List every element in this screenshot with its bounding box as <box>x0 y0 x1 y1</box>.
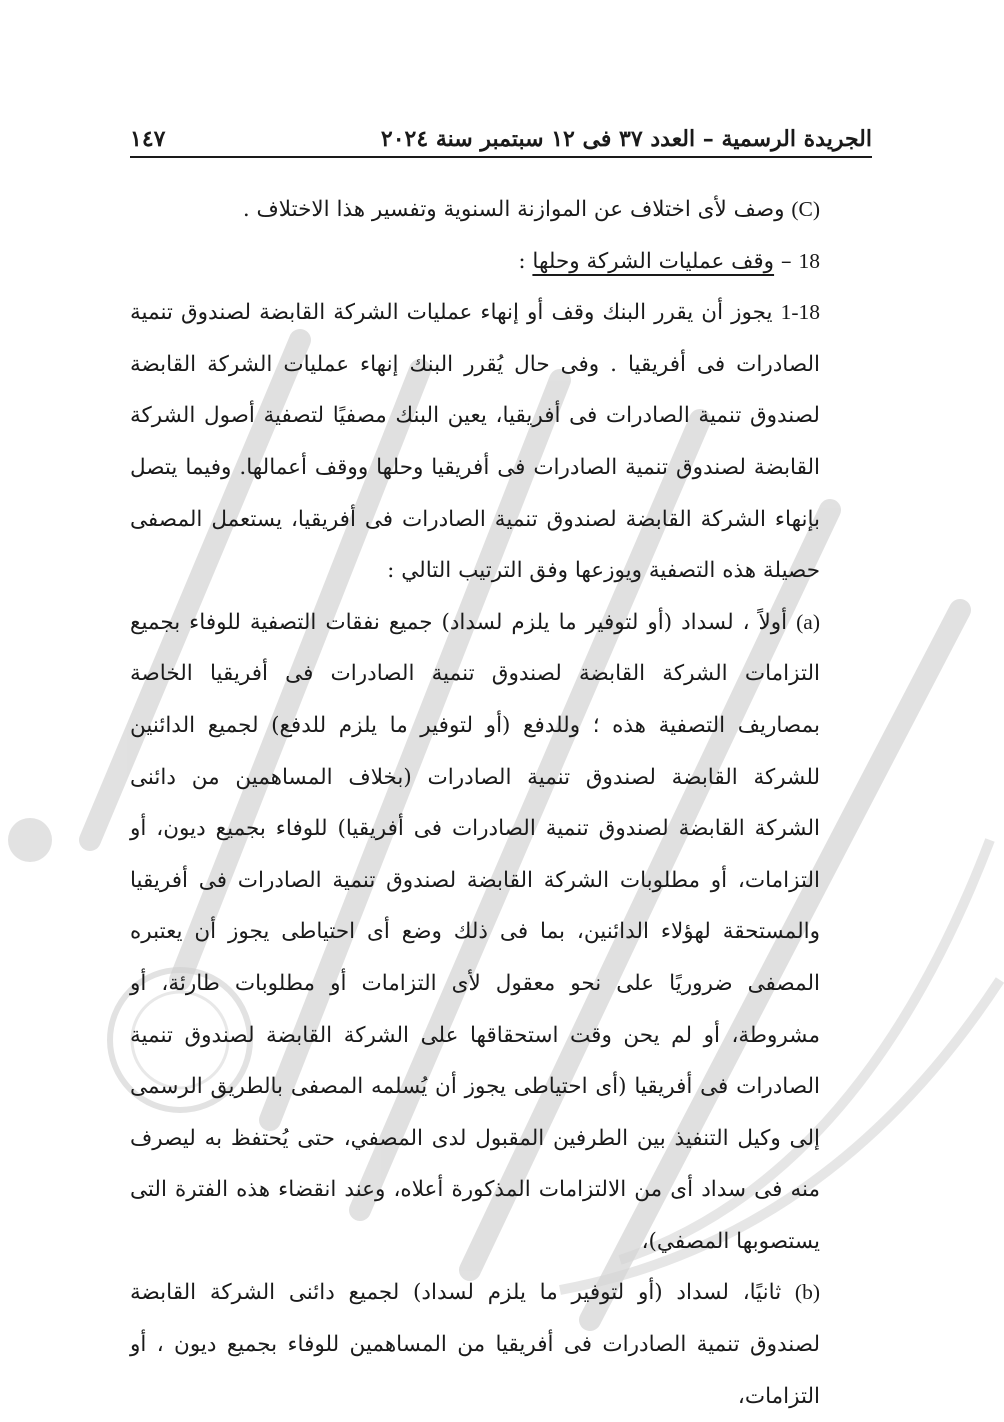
section-18-title: وقف عمليات الشركة وحلها <box>532 248 775 274</box>
clause-a <box>130 597 872 1268</box>
document-body <box>130 184 872 1422</box>
paragraph-18-1 <box>130 287 872 597</box>
clause-a-text: أولاً ، لسداد (أو لتوفير ما يلزم لسداد) جميع نفقات التصفية للوفاء بجميع التزامات الشركة القابضة لصندوق تنمية الصادرات فى أفريقيا الخاصة بمصاريف التصفية هذه ؛ وللدفع (أو لتوفير ما يلزم للدفع) لجميع الدائنين للشركة القابضة لصندوق تنمية الصادرات (بخلاف المساهمين من دائنى الشركة القابضة لصندوق تنمية الصادرات فى أفريقيا) للوفاء بجميع ديون، أو التزامات، أو مطلوبات الشركة القابضة لصندوق تنمية الصادرات فى أفريقيا والمستحقة لهؤلاء الدائنين، بما فى ذلك وضع أى احتياطى يجوز أن يعتبره المصفى ضروريًا على نحو معقول لأى التزامات أو مطلوبات طارئة، أو مشروطة، أو لم يحن وقت استحقاقها على الشركة القابضة لصندوق تنمية الصادرات فى أفريقيا (أى احتياطى يجوز أن يُسلمه المصفى بالطريق الرسمى إلى وكيل التنفيذ بين الطرفين المقبول لدى المصفي، حتى يُحتفظ به ليصرف منه فى سداد أى من الالتزامات المذكورة أعلاه، وعند انقضاء هذه الفترة التى يستصوبها المصفي)، <box>130 609 820 1254</box>
clause-c <box>130 184 872 236</box>
clause-a-marker: (a) <box>796 609 820 634</box>
header-divider <box>130 156 872 158</box>
clause-c-marker: (C) <box>791 197 820 221</box>
clause-b <box>130 1267 872 1422</box>
clause-c-text: وصف لأى اختلاف عن الموازنة السنوية وتفسير هذا الاختلاف . <box>242 197 785 222</box>
paragraph-18-1-number: 1-18 <box>780 300 820 325</box>
section-18-colon: : <box>518 248 526 274</box>
section-18-heading <box>130 236 872 288</box>
section-18-number: 18 <box>798 248 820 273</box>
header-title: الجريدة الرسمية – العدد ٣٧ فى ١٢ سبتمبر سنة ٢٠٢٤ <box>380 126 872 152</box>
page-header <box>130 112 872 152</box>
clause-b-text: ثانيًا، لسداد (أو لتوفير ما يلزم لسداد) لجميع دائنى الشركة القابضة لصندوق تنمية الصادرات فى أفريقيا من المساهمين للوفاء بجميع ديون ، أو التزامات، <box>130 1280 820 1409</box>
section-18-dash: – <box>780 248 792 274</box>
page-number: ١٤٧ <box>130 126 166 152</box>
paragraph-18-1-text: يجوز أن يقرر البنك وقف أو إنهاء عمليات الشركة القابضة لصندوق تنمية الصادرات فى أفريقيا . وفى حال يُقرر البنك إنهاء عمليات الشركة القابضة لصندوق تنمية الصادرات فى أفريقيا، يعين البنك مصفيًا لتصفية أصول الشركة القابضة لصندوق تنمية الصادرات فى أفريقيا وحلها ووقف أعمالها. وفيما يتصل بإنهاء الشركة القابضة لصندوق تنمية الصادرات فى أفريقيا، يستعمل المصفى حصيلة هذه التصفية ويوزعها وفق الترتيب التالي : <box>130 300 820 584</box>
clause-b-marker: (b) <box>794 1280 820 1305</box>
